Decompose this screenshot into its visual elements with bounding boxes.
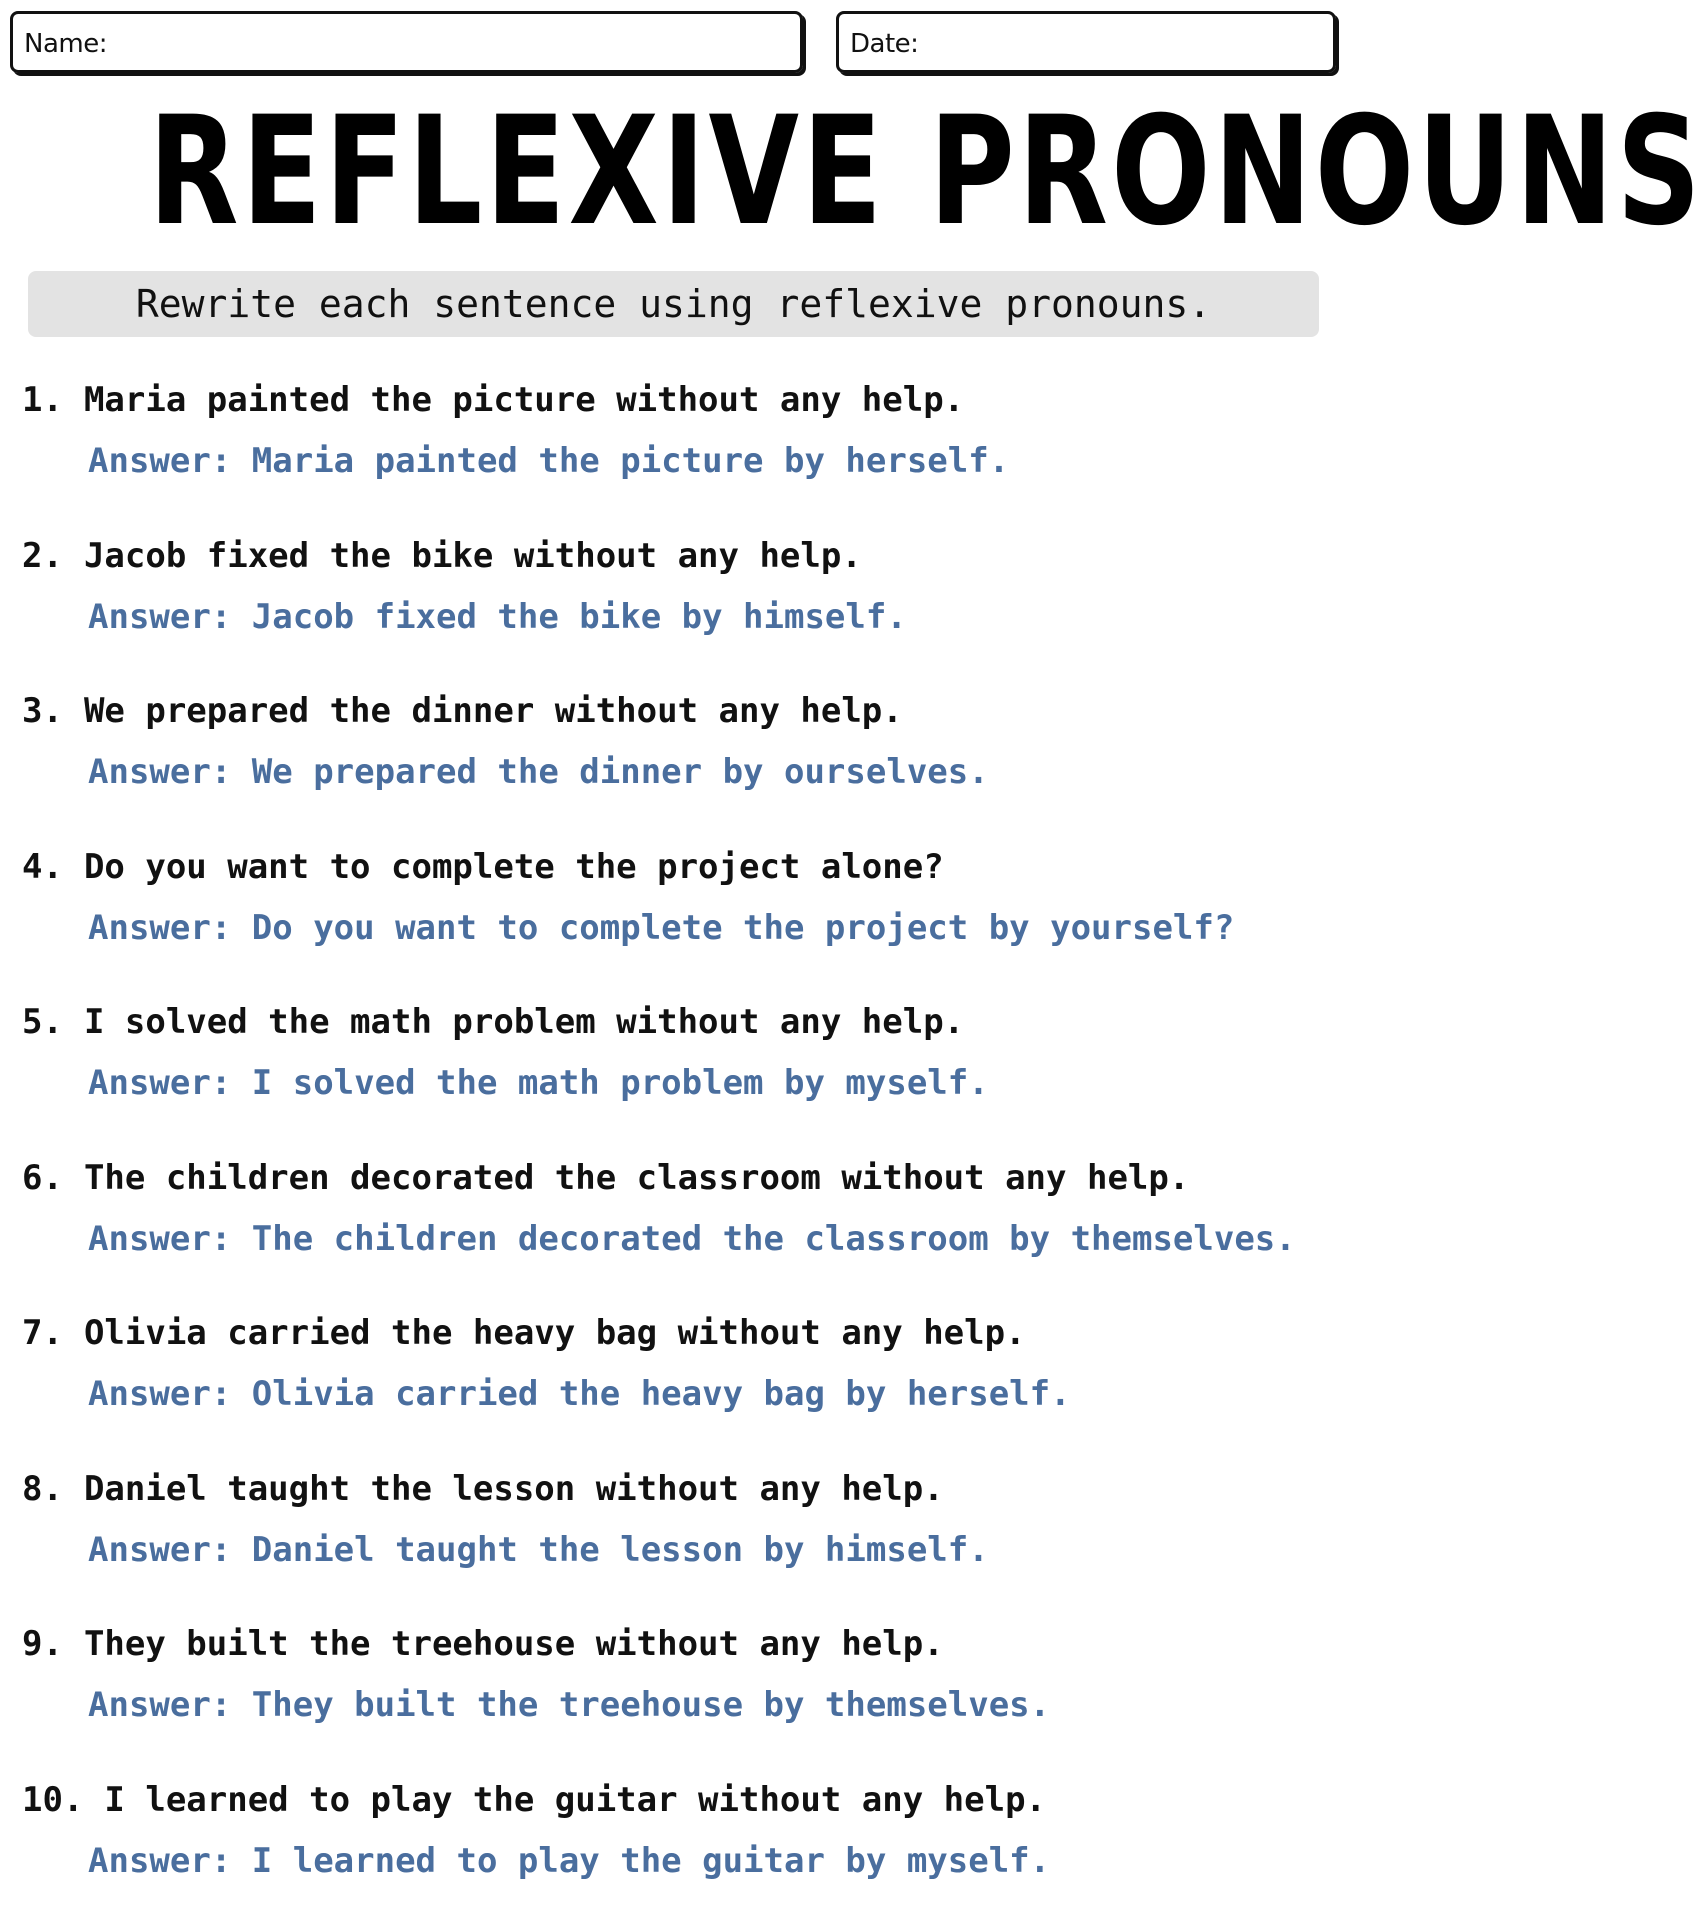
answer-text: Daniel taught the lesson by himself. — [252, 1530, 989, 1570]
question-text: I solved the math problem without any help. — [84, 1002, 964, 1042]
question-list — [0, 374, 1350, 1929]
question-number: 4. — [22, 847, 63, 887]
question-number: 5. — [22, 1002, 63, 1042]
question-item — [0, 996, 1350, 1152]
question-item — [0, 1618, 1350, 1774]
answer-text: I solved the math problem by myself. — [252, 1063, 989, 1103]
answer-prefix: Answer: — [88, 1063, 231, 1103]
question-item — [0, 1307, 1350, 1463]
answer-prefix: Answer: — [88, 1219, 231, 1259]
answer-prefix: Answer: — [88, 1685, 231, 1725]
answer-line — [88, 1057, 989, 1109]
question-sentence — [22, 1152, 1189, 1204]
question-sentence — [22, 1618, 944, 1670]
question-number: 1. — [22, 380, 63, 420]
answer-line — [88, 435, 1009, 487]
answer-text: Olivia carried the heavy bag by herself. — [252, 1374, 1071, 1414]
question-number: 2. — [22, 536, 63, 576]
question-text: Maria painted the picture without any help. — [84, 380, 964, 420]
question-number: 9. — [22, 1624, 63, 1664]
question-item — [0, 1152, 1350, 1308]
question-sentence — [22, 374, 964, 426]
date-field[interactable] — [836, 11, 1336, 73]
answer-text: I learned to play the guitar by myself. — [252, 1841, 1050, 1881]
answer-prefix: Answer: — [88, 908, 231, 948]
answer-prefix: Answer: — [88, 441, 231, 481]
worksheet-title: REFLEXIVE PRONOUNS — [149, 92, 1202, 252]
question-number: 10. — [22, 1780, 83, 1820]
answer-prefix: Answer: — [88, 752, 231, 792]
question-text: Olivia carried the heavy bag without any help. — [84, 1313, 1026, 1353]
question-sentence — [22, 1463, 944, 1515]
question-item — [0, 841, 1350, 997]
answer-line — [88, 746, 989, 798]
header-fields — [10, 11, 1340, 79]
answer-line — [88, 1679, 1050, 1731]
question-item — [0, 1463, 1350, 1619]
question-text: Daniel taught the lesson without any help. — [84, 1469, 944, 1509]
question-text: Do you want to complete the project alone? — [84, 847, 944, 887]
question-text: I learned to play the guitar without any help. — [104, 1780, 1046, 1820]
question-text: We prepared the dinner without any help. — [84, 691, 903, 731]
answer-text: They built the treehouse by themselves. — [252, 1685, 1050, 1725]
answer-prefix: Answer: — [88, 1841, 231, 1881]
answer-line — [88, 902, 1234, 954]
question-text: They built the treehouse without any help. — [84, 1624, 944, 1664]
question-item — [0, 530, 1350, 686]
answer-line — [88, 1213, 1296, 1265]
question-sentence — [22, 685, 903, 737]
question-sentence — [22, 1774, 1046, 1826]
answer-line — [88, 1835, 1050, 1887]
name-label: Name: — [24, 29, 107, 59]
question-item — [0, 1774, 1350, 1929]
instructions-banner: Rewrite each sentence using reflexive pronouns. — [28, 271, 1319, 337]
answer-text: Do you want to complete the project by yourself? — [252, 908, 1235, 948]
question-sentence — [22, 1307, 1026, 1359]
name-field[interactable] — [10, 11, 803, 73]
answer-text: The children decorated the classroom by themselves. — [252, 1219, 1296, 1259]
answer-line — [88, 1368, 1071, 1420]
answer-text: Jacob fixed the bike by himself. — [252, 597, 907, 637]
answer-prefix: Answer: — [88, 1374, 231, 1414]
question-number: 3. — [22, 691, 63, 731]
question-text: Jacob fixed the bike without any help. — [84, 536, 862, 576]
question-item — [0, 685, 1350, 841]
answer-prefix: Answer: — [88, 1530, 231, 1570]
answer-text: We prepared the dinner by ourselves. — [252, 752, 989, 792]
answer-text: Maria painted the picture by herself. — [252, 441, 1009, 481]
question-number: 8. — [22, 1469, 63, 1509]
date-label: Date: — [850, 29, 918, 59]
question-number: 6. — [22, 1158, 63, 1198]
question-sentence — [22, 530, 862, 582]
answer-line — [88, 591, 907, 643]
answer-prefix: Answer: — [88, 597, 231, 637]
question-sentence — [22, 996, 964, 1048]
question-number: 7. — [22, 1313, 63, 1353]
question-item — [0, 374, 1350, 530]
answer-line — [88, 1524, 989, 1576]
question-text: The children decorated the classroom without any help. — [84, 1158, 1189, 1198]
question-sentence — [22, 841, 944, 893]
